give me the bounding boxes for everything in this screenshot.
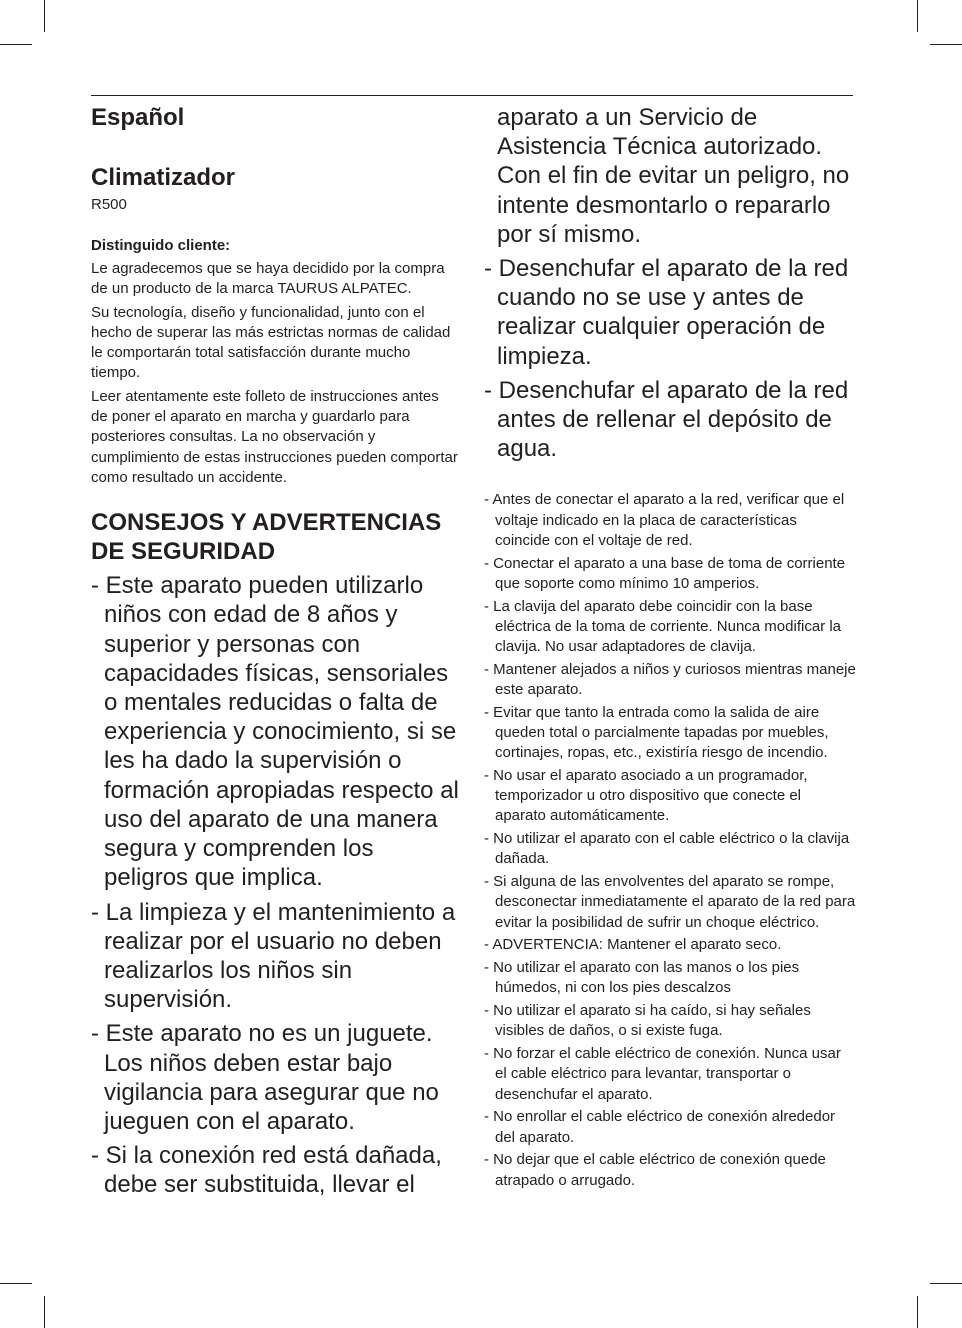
safety-item: - Si la conexión red está dañada, debe ser substituida, llevar el bbox=[91, 1142, 442, 1199]
intro-paragraph: Su tecnología, diseño y funcionalidad, junto con el hecho de superar las más estrictas normas de calidad le comportarán total satisfacción durante mucho tiempo. bbox=[91, 303, 451, 382]
safety-item: - Desenchufar el aparato de la red cuando no se use y antes de realizar cualquier operación de limpieza. bbox=[484, 255, 849, 370]
product-title: Climatizador bbox=[91, 164, 236, 191]
language-heading: Español bbox=[91, 104, 185, 131]
crop-mark-top-right-vertical bbox=[917, 0, 918, 32]
list-item: - No enrollar el cable eléctrico de conexión alrededor del aparato. bbox=[484, 1108, 836, 1146]
list-item: - No utilizar el aparato con las manos o los pies húmedos, ni con los pies descalzos bbox=[484, 959, 800, 997]
crop-mark-top-right-horizontal bbox=[930, 44, 962, 45]
crop-mark-bottom-left-horizontal bbox=[0, 1283, 32, 1284]
model-number: R500 bbox=[91, 196, 127, 213]
safety-item-continued: aparato a un Servicio de Asistencia Técnica autorizado. Con el fin de evitar un peligro, no intente desmontarlo o repararlo por sí mismo. bbox=[497, 104, 850, 248]
list-item: - No dejar que el cable eléctrico de conexión quede atrapado o arrugado. bbox=[484, 1151, 826, 1189]
list-item: - Evitar que tanto la entrada como la salida de aire queden total o parcialmente tapadas por muebles, cortinajes, ropas, etc., existiría riesgo de incendio. bbox=[484, 703, 829, 762]
list-item: - ADVERTENCIA: Mantener el aparato seco. bbox=[484, 936, 782, 954]
crop-mark-top-left-vertical bbox=[44, 0, 45, 32]
list-item: - No forzar el cable eléctrico de conexión. Nunca usar el cable eléctrico para levantar, transportar o desenchufar el aparato. bbox=[484, 1045, 841, 1103]
list-item: - Si alguna de las envolventes del aparato se rompe, desconectar inmediatamente el aparato de la red para evitar la posibilidad de sufrir un choque eléctrico. bbox=[484, 873, 856, 931]
greeting: Distinguido cliente: bbox=[91, 237, 231, 254]
crop-mark-bottom-right-horizontal bbox=[930, 1283, 962, 1284]
list-item: - Antes de conectar el aparato a la red, verificar que el voltaje indicado en la placa de características coincide con el voltaje de red. bbox=[484, 491, 845, 549]
safety-item: - Este aparato no es un juguete. Los niños deben estar bajo vigilancia para asegurar que no jueguen con el aparato. bbox=[91, 1020, 439, 1135]
intro-paragraph: Leer atentamente este folleto de instrucciones antes de poner el aparato en marcha y guardarlo para posteriores consultas. La no observación y cumplimiento de estas instrucciones pueden comportar como resultado un accidente. bbox=[91, 387, 458, 486]
list-item: - Mantener alejados a niños y curiosos mientras maneje este aparato. bbox=[484, 660, 856, 699]
crop-mark-bottom-left-vertical bbox=[44, 1296, 45, 1328]
safety-item: - Desenchufar el aparato de la red antes de rellenar el depósito de agua. bbox=[484, 376, 849, 463]
crop-mark-top-left-horizontal bbox=[0, 44, 32, 45]
safety-item: - Este aparato pueden utilizarlo niños con edad de 8 años y superior y personas con capacidades físicas, sensoriales o mentales reducidas o falta de experiencia y conocimiento, si se les ha dado la supervisión o formación apropiadas respecto al uso del aparato de una manera segura y comprenden los peligros que implica. bbox=[91, 572, 459, 892]
list-item: - No utilizar el aparato con el cable eléctrico o la clavija dañada. bbox=[484, 830, 850, 868]
safety-small-list bbox=[484, 490, 856, 1190]
list-item: - No usar el aparato asociado a un programador, temporizador u otro dispositivo que conecte el aparato automáticamente. bbox=[484, 767, 808, 825]
safety-section-title: CONSEJOS Y ADVERTENCIAS DE SEGURIDAD bbox=[91, 509, 442, 566]
list-item: - La clavija del aparato debe coincidir con la base eléctrica de la toma de corriente. Nunca modificar la clavija. No usar adaptadores de clavija. bbox=[484, 597, 841, 656]
left-column bbox=[91, 100, 459, 1200]
intro-paragraph: Le agradecemos que se haya decidido por la compra de un producto de la marca TAURUS ALPATEC. bbox=[91, 260, 445, 298]
list-item: - Conectar el aparato a una base de toma de corriente que soporte como mínimo 10 amperios. bbox=[484, 554, 846, 592]
safety-item: - La limpieza y el mantenimiento a realizar por el usuario no deben realizarlos los niños sin supervisión. bbox=[91, 898, 456, 1014]
crop-mark-bottom-right-vertical bbox=[917, 1296, 918, 1328]
intro-text bbox=[91, 259, 459, 488]
top-rule bbox=[91, 95, 853, 96]
right-column bbox=[484, 100, 856, 1193]
list-item: - No utilizar el aparato si ha caído, si hay señales visibles de daños, o si existe fuga. bbox=[484, 1002, 811, 1040]
